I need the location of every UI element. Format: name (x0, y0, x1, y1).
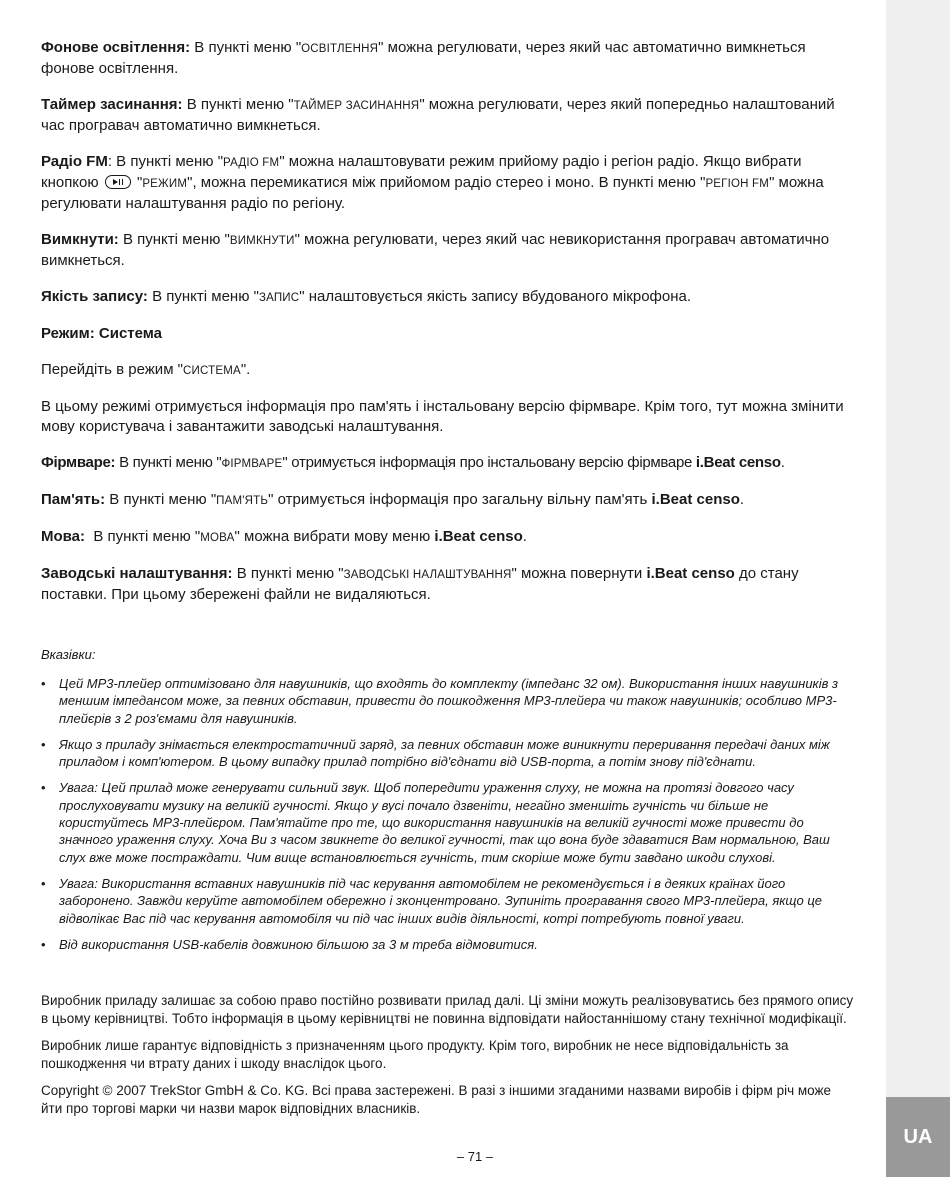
menu-item-name: ФІРМВАРЕ (221, 458, 283, 470)
notes-title: Вказівки: (41, 647, 96, 662)
note-item: • Якщо з приладу знімається електростатичний заряд, за певних обставин може виникнути переривання передачі даних між приладом і комп'ютером. В цьому випадку прилад потрібно від'єднати від USB-порта, а потім знову під'єднати. (41, 736, 856, 771)
section-language: Мова: В пункті меню "МОВА" можна вибрати мову меню i.Beat censo. (41, 528, 527, 545)
goto-system-mode: Перейдіть в режим "СИСТЕМА". (41, 361, 251, 378)
section-radio-fm: Радіо FM: В пункті меню "РАДІО FM" можна налаштовувати режим прийому радіо і регіон радіо. Якщо вибрати кнопкою "РЕЖИМ", можна перемикатися між прийомом радіо стерео і моно. В пункті меню "РЕГІОН FM" можна регулювати налаштування радіо по регіону. (41, 153, 824, 212)
notes-list (41, 675, 856, 953)
note-item: • Від використання USB-кабелів довжиною більшою за 3 м треба відмовитися. (41, 936, 856, 953)
menu-item-name: СИСТЕМА (183, 365, 241, 377)
menu-item-name: РЕЖИМ (142, 178, 188, 190)
section-factory-settings: Заводські налаштування: В пункті меню "ЗАВОДСЬКІ НАЛАШТУВАННЯ" можна повернути i.Beat censo до стану поставки. При цьому збережені файли не видаляються. (41, 565, 799, 603)
section-recording-quality: Якість запису: В пункті меню "ЗАПИС" налаштовується якість запису вбудованого мікрофона. (41, 288, 692, 305)
page-number: – 71 – (456, 1149, 494, 1164)
note-item: • Цей MP3-плейер оптимізовано для навушників, що входять до комплекту (імпеданс 32 ом). Використання інших навушників з меншим імпедансом може, за певних обставин, привести до пошкодження MP3-плейера чи також навушників; особливо MP3-плейєрів з 2 роз'ємами для навушників. (41, 675, 856, 727)
menu-item-name: РАДІО FM (223, 157, 280, 169)
mode-heading: Режим: Система (41, 325, 163, 342)
product-name: i.Beat censo (695, 454, 781, 471)
play-pause-icon (105, 175, 131, 189)
section-firmware: Фірмваре: В пункті меню "ФІРМВАРЕ" отримується інформація про інстальовану версію фірмваре i.Beat censo. (41, 454, 785, 471)
note-item: • Увага: Цей прилад може генерувати сильний звук. Щоб попередити ураження слуху, не можна на протязі довгого часу прослуховувати музику на великій гучності. Якщо у вусі почало дзвеніти, негайно зменшіть гучність чи більше не користуйтесь MP3-плейєром. Пам'ятайте про те, що використання навушників на великій гучності може привести до значного ураження слуху. Хоча Ви з часом звикнете до великої гучності, так що вона буде здаватися Вам нормальною, Ваш слух вже може постраждати. Чим вище встановлюється гучність, тим скоріше може бути завдано шкоди слухові. (41, 779, 856, 865)
notes-block (41, 646, 856, 962)
system-intro: В цьому режимі отримується інформація про пам'ять і інстальовану версію фірмваре. Крім того, тут можна змінити мову користувача і завантажити заводські налаштування. (41, 398, 844, 435)
copyright-text: Copyright © 2007 TrekStor GmbH & Co. KG. Всі права застережені. В разі з іншими згаданими назвами виробів і фірм річ може йти про торгові марки чи назви марок відповідних власників. (41, 1083, 832, 1116)
section-backlight: Фонове освітлення: В пункті меню "ОСВІТЛЕННЯ" можна регулювати, через який час автоматично вимкнеться фонове освітлення. (41, 39, 806, 77)
menu-item-name: ОСВІТЛЕННЯ (301, 43, 379, 55)
product-name: i.Beat censo (651, 491, 740, 508)
language-tab: UA (886, 1097, 950, 1177)
footer-paragraph: Виробник приладу залишає за собою право постійно розвивати прилад далі. Ці зміни можуть реалізовуватись без прямого опису в цьому керівництві. Тобто інформація в цьому керівництві не повинна відповідати найостаннішому стану технічної модифікації. (41, 993, 854, 1026)
menu-item-name: РЕГІОН FM (705, 178, 770, 190)
section-memory: Пам'ять: В пункті меню "ПАМ'ЯТЬ" отримується інформація про загальну вільну пам'ять i.Beat censo. (41, 491, 745, 508)
main-content (41, 38, 856, 621)
section-sleep-timer: Таймер засинання: В пункті меню "ТАЙМЕР ЗАСИНАННЯ" можна регулювати, через який попередньо налаштований час програвач автоматично вимкнеться. (41, 96, 835, 134)
product-name: i.Beat censo (646, 565, 735, 582)
menu-item-name: ЗАПИС (258, 292, 300, 304)
legal-footer (41, 992, 856, 1127)
note-item: • Увага: Використання вставних навушників під час керування автомобілем не рекомендується і в деяких країнах його заборонено. Завжди керуйте автомобілем обережно і зконцентровано. Зупиніть програвання свого MP3-плейера, якщо це відволікає Вас під час керування автомобіля чи під час інших видів діяльності, котрі потребують повної уваги. (41, 875, 856, 927)
product-name: i.Beat censo (434, 528, 523, 545)
menu-item-name: МОВА (200, 532, 235, 544)
footer-paragraph: Виробник лише гарантує відповідність з призначенням цього продукту. Крім того, виробник не несе відповідальність за пошкодження чи втрату даних і шкоду внаслідок цього. (41, 1038, 789, 1071)
menu-item-name: ПАМ'ЯТЬ (216, 495, 269, 507)
right-margin-strip (886, 0, 950, 1177)
menu-item-name: ТАЙМЕР ЗАСИНАННЯ (293, 100, 420, 112)
section-auto-off: Вимкнути: В пункті меню "ВИМКНУТИ" можна регулювати, через який час невикористання програвач автоматично вимкнеться. (41, 231, 830, 269)
menu-item-name: ЗАВОДСЬКІ НАЛАШТУВАННЯ (343, 569, 512, 581)
menu-item-name: ВИМКНУТИ (229, 235, 295, 247)
